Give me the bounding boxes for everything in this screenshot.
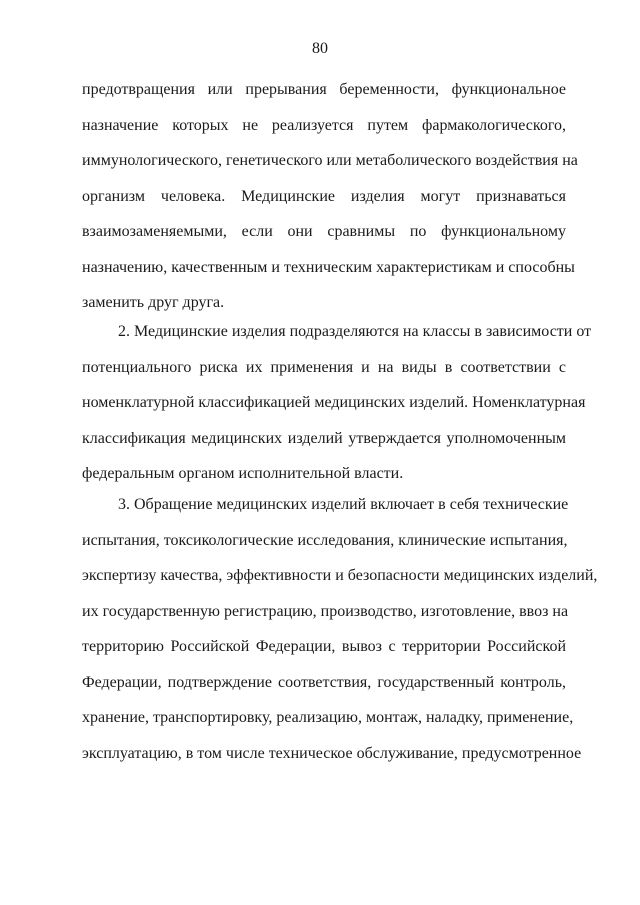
text-line: иммунологического, генетического или метаболического воздействия на (82, 152, 578, 169)
text-line: назначение которых не реализуется путем фармакологического, (82, 116, 566, 134)
text-line: предотвращения или прерывания беременности, функциональное (82, 81, 566, 98)
text-line: потенциального риска их применения и на виды в соответствии с (82, 358, 566, 376)
text-line: назначению, качественным и техническим характеристикам и способны (82, 258, 575, 276)
text-line: взаимозаменяемыми, если они сравнимы по функциональному (82, 223, 566, 240)
text-line: 2. Медицинские изделия подразделяются на классы в зависимости от (118, 323, 592, 340)
text-line: территорию Российской Федерации, вывоз с территории Российской (82, 638, 566, 655)
text-line: заменить друг друга. (82, 294, 225, 311)
paragraph-2 (82, 322, 592, 500)
text-line: их государственную регистрацию, производство, изготовление, ввоз на (82, 602, 569, 620)
text-line: номенклатурной классификацией медицинских изделий. Номенклатурная (82, 394, 586, 411)
text-line: организм человека. Медицинские изделия могут признаваться (82, 187, 566, 205)
text-line: Федерации, подтверждение соответствия, государственный контроль, (82, 673, 566, 691)
text-line: хранение, транспортировку, реализацию, монтаж, наладку, применение, (82, 709, 574, 726)
paragraph-3 (82, 495, 598, 779)
text-line: федеральным органом исполнительной власти. (82, 465, 404, 482)
text-line: испытания, токсикологические исследования, клинические испытания, (82, 531, 568, 549)
page-number: 80 (312, 40, 328, 57)
text-line: эксплуатацию, в том числе техническое обслуживание, предусмотренное (82, 744, 582, 762)
text-line: 3. Обращение медицинских изделий включает в себя технические (118, 496, 569, 513)
paragraph-1 (82, 80, 578, 329)
text-line: классификация медицинских изделий утверждается уполномоченным (82, 429, 566, 447)
text-line: экспертизу качества, эффективности и безопасности медицинских изделий, (82, 567, 598, 584)
